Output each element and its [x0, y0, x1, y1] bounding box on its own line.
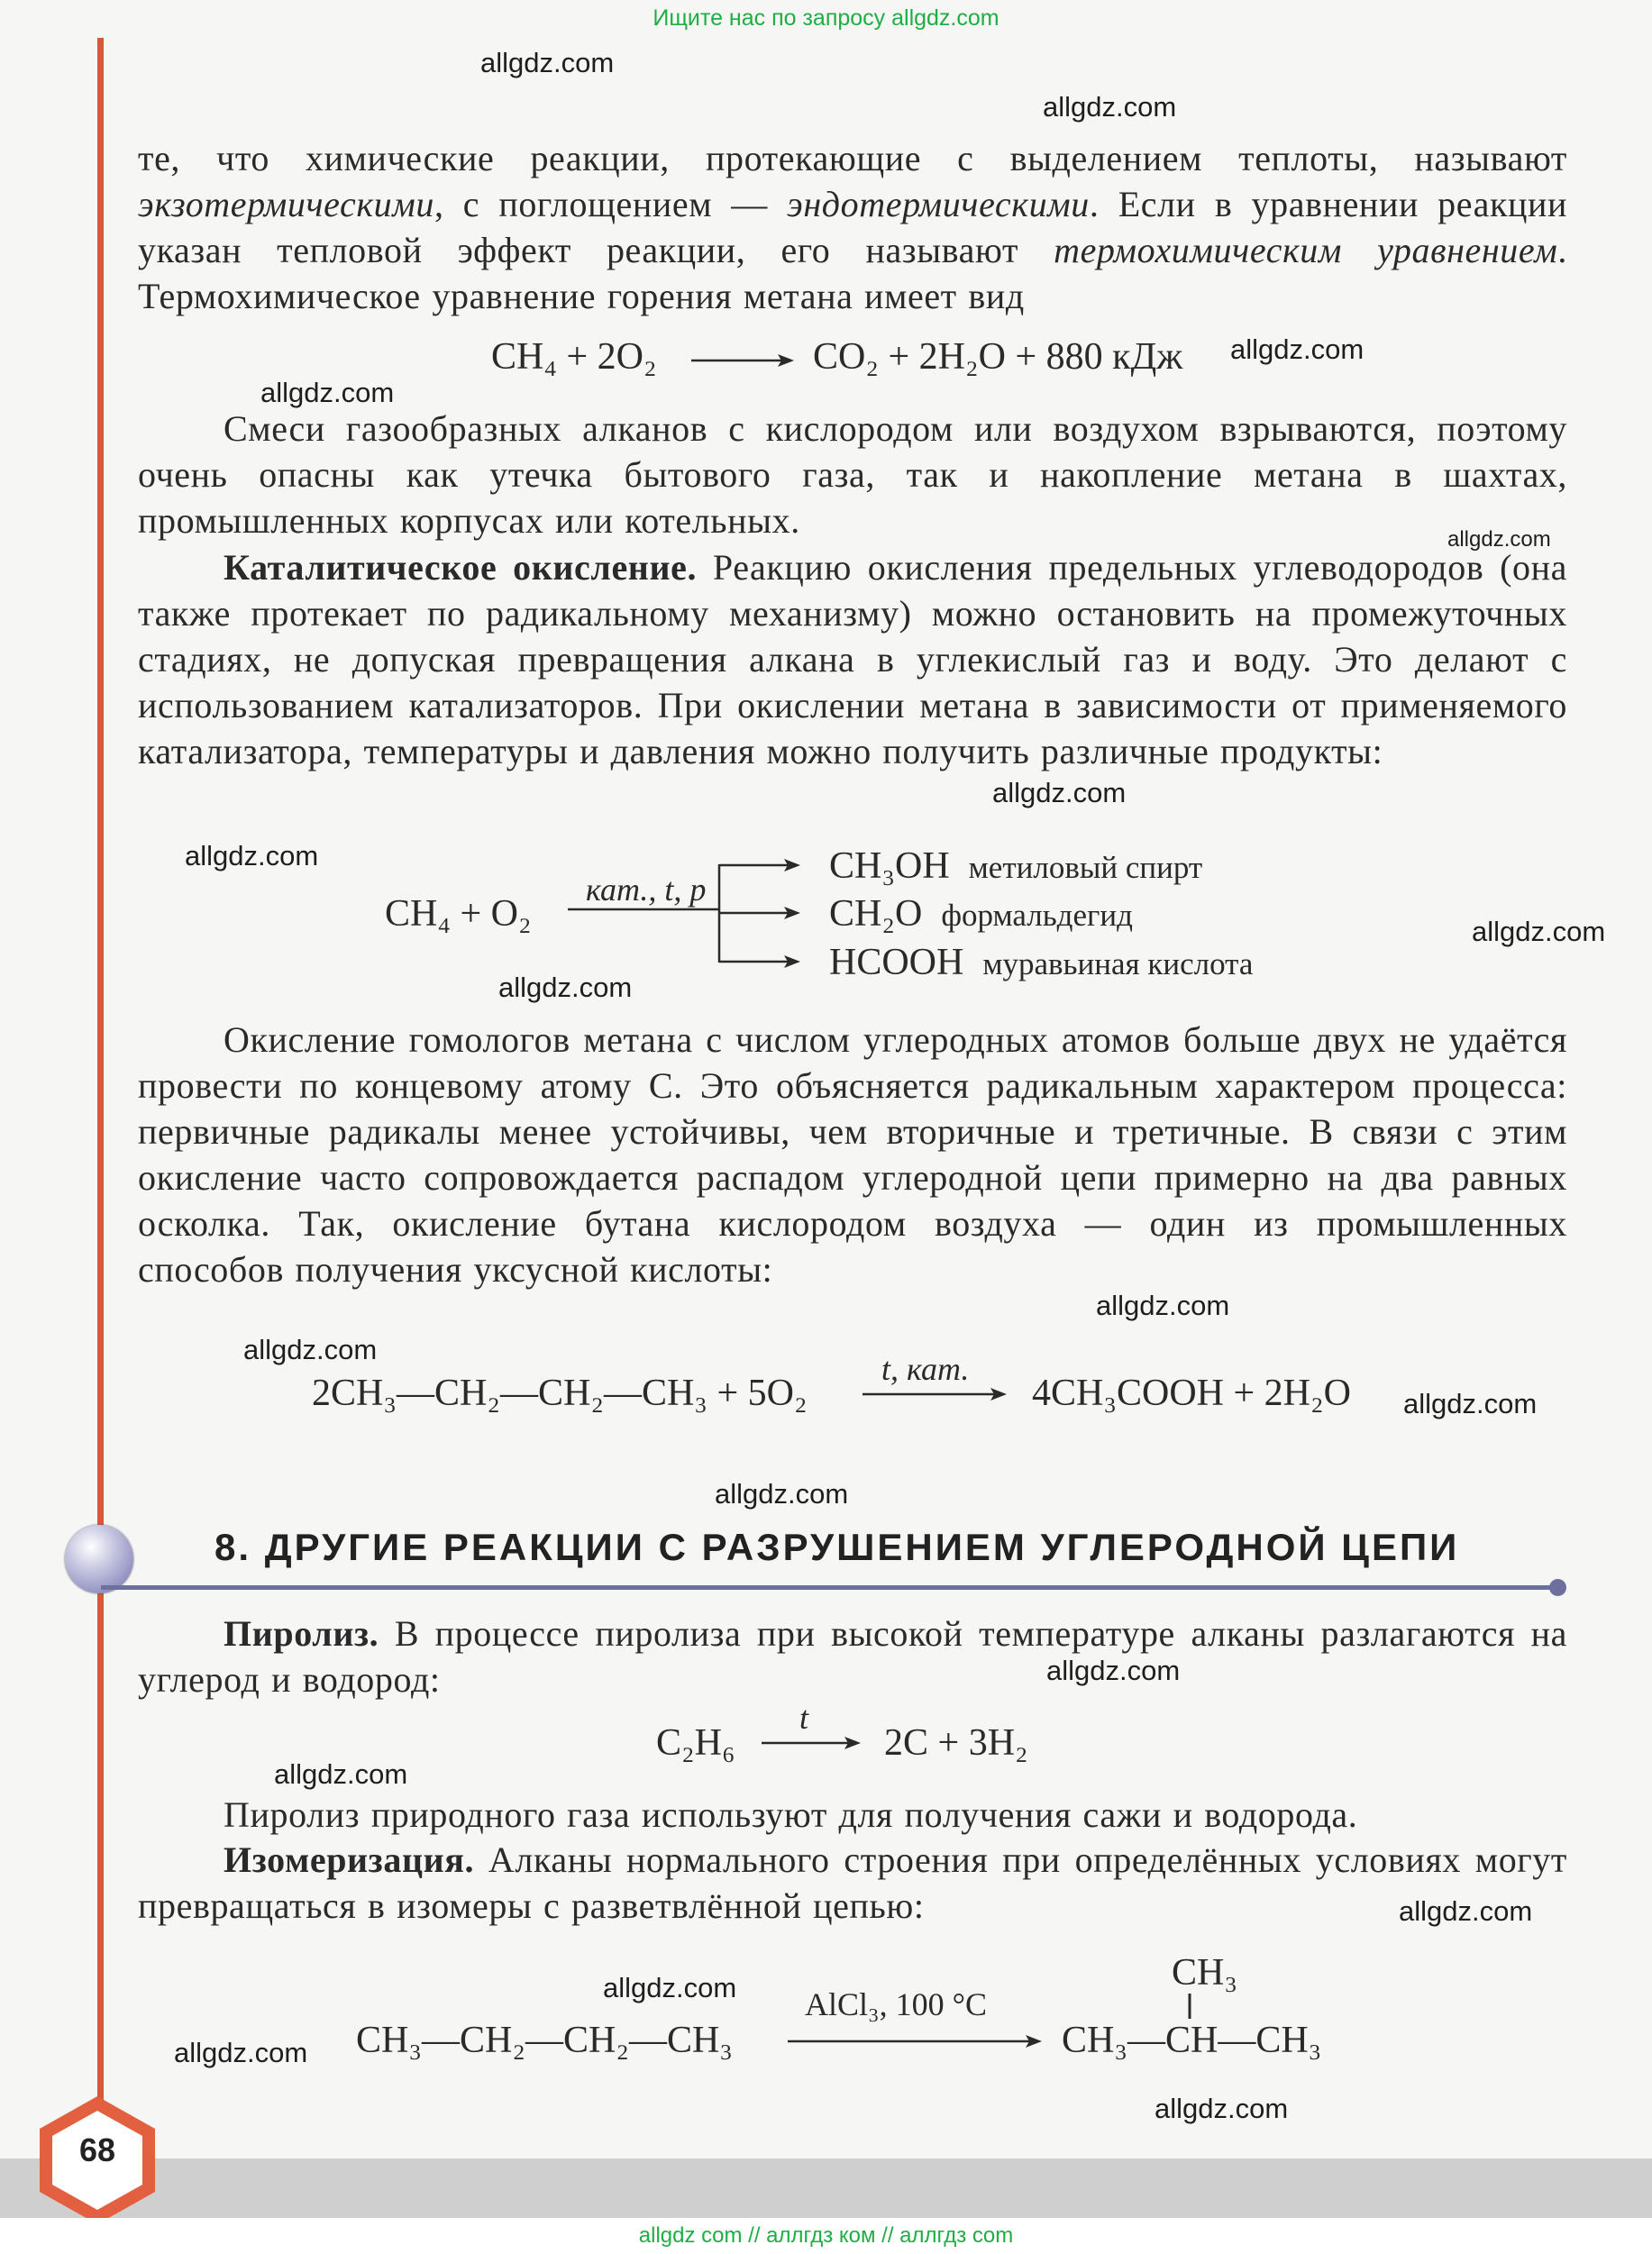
equation-butane-oxidation-right: 4CH₃COOH + 2H₂O: [1032, 1373, 1351, 1414]
watermark: allgdz.com: [480, 47, 615, 78]
watermark: allgdz.com: [1403, 1388, 1538, 1419]
equation-ethane-pyrolysis-right: 2C + 3H₂: [884, 1722, 1028, 1764]
product-formula: HCOOH: [829, 942, 964, 983]
branched-arrow: [566, 852, 818, 987]
text: Реакцию окисления предельных углеводородов (она также протекает по радикальному механизму) можно остановить на промежуточных стадиях, не допуская превращения алкана в углекислый газ и воду. Это делают с использованием катализаторов. При окислении метана в зависимости от применяемого катализатора, температуры и давления можно получить различные продукты:: [138, 547, 1567, 771]
text: Алканы нормального строения при определённых условиях могут превращаться в изомеры с разветвлённой цепью:: [138, 1839, 1567, 1926]
page-number: 68: [78, 2131, 116, 2168]
text: В процессе пиролиза при высокой температуре алканы разлагаются на углерод и водород:: [138, 1613, 1567, 1700]
reaction-condition: кат., t, p: [586, 871, 707, 908]
equation-butane-oxidation-left: 2CH₃—CH₂—CH₂—CH₃ + 5O₂: [312, 1373, 808, 1414]
paragraph-pyrolysis-use: Пиролиз природного газа используют для получения сажи и водорода.: [224, 1794, 1358, 1835]
paragraph-explosions: Смеси газообразных алканов с кислородом или воздухом взрываются, поэтому очень опасны как утечка бытового газа, так и накопление метана в шахтах, промышленных корпусах или котельных.: [138, 408, 1567, 541]
product-methanol: [829, 844, 1202, 888]
product-formula: CH₂O: [829, 893, 923, 935]
watermark: allgdz.com: [243, 1334, 378, 1365]
term-thermochemical-equation: термохимическим уравнением: [1054, 230, 1558, 270]
reaction-condition: AlCl₃, 100 °C: [805, 1986, 987, 2022]
watermark: allgdz.com: [185, 840, 319, 871]
term-endothermic: эндотермическими: [787, 184, 1090, 224]
branch-bond: [1186, 1992, 1195, 2022]
text: . Если в уравнении реакции указан тепловой эффект реакции, его называют: [138, 184, 1567, 270]
product-name: метиловый спирт: [968, 850, 1203, 885]
section-ball-icon: [65, 1525, 133, 1593]
watermark: allgdz.com: [1447, 527, 1551, 552]
watermark: allgdz.com: [1046, 1655, 1181, 1686]
margin-red-line: [97, 38, 104, 2138]
section-heading: 8. ДРУГИЕ РЕАКЦИИ С РАЗРУШЕНИЕМ УГЛЕРОДНОЙ ЦЕПИ: [214, 1526, 1460, 1568]
text: , с поглощением —: [434, 184, 788, 224]
equation-isomerization-right: CH₃—CH—CH₃: [1062, 2020, 1322, 2061]
watermark: allgdz.com: [174, 2037, 308, 2068]
reaction-condition: t, кат.: [881, 1351, 970, 1387]
term-exothermic: экзотермическими: [138, 184, 434, 224]
reaction-arrow: [861, 1374, 1014, 1410]
equation-methane-oxidation-left: CH₄ + O₂: [385, 893, 532, 935]
watermark: allgdz.com: [1155, 2093, 1289, 2124]
equation-methane-combustion-right: CO₂ + 2H₂O + 880 кДж: [813, 336, 1183, 378]
paragraph-thermochemistry: [138, 135, 1567, 319]
watermark: allgdz.com: [260, 377, 395, 408]
watermark: allgdz.com: [1472, 916, 1606, 947]
paragraph-isomerization: [138, 1837, 1567, 1929]
equation-isomerization-left: CH₃—CH₂—CH₂—CH₃: [356, 2020, 733, 2061]
watermark: allgdz.com: [1096, 1290, 1230, 1321]
watermark: allgdz.com: [1399, 1895, 1533, 1927]
text: те, что химические реакции, протекающие с выделением теплоты, называют: [138, 138, 1567, 178]
watermark: allgdz.com: [603, 1972, 737, 2003]
page-bottom-strip: [0, 2158, 1652, 2222]
watermark: allgdz.com: [498, 972, 633, 1003]
watermark: allgdz.com: [274, 1758, 408, 1790]
product-name: муравьиная кислота: [982, 946, 1254, 981]
watermark: allgdz.com: [1043, 91, 1177, 123]
paragraph-homologs-oxidation: Окисление гомологов метана с числом углеродных атомов больше двух не удаётся провести по концевому атому С. Это объясняется радикальным характером процесса: первичные радикалы менее устойчивы, чем вторичные и третичные. В связи с этим окисление часто сопровождается распадом углеродной цепи примерно на два равных осколка. Так, окисление бутана кислородом воздуха — один из промышленных способов получения уксусной кислоты:: [138, 1019, 1567, 1290]
equation-methane-combustion-left: CH₄ + 2O₂: [491, 336, 657, 378]
watermark: allgdz.com: [1230, 333, 1364, 365]
equation-ethane-pyrolysis-left: C₂H₆: [656, 1722, 735, 1764]
paragraph-title: Изомеризация.: [224, 1839, 475, 1880]
section-rule-dot: [1549, 1579, 1566, 1596]
top-search-note: Ищите нас по запросу allgdz.com: [653, 5, 999, 31]
section-rule: [101, 1585, 1556, 1590]
watermark: allgdz.com: [715, 1478, 849, 1510]
product-formic-acid: [829, 941, 1253, 984]
reaction-condition: t: [799, 1700, 809, 1736]
footer-links: allgdz com // аллгдз ком // аллгдз com: [0, 2218, 1652, 2254]
reaction-arrow: [760, 1723, 868, 1759]
paragraph-title: Каталитическое окисление.: [224, 547, 698, 588]
branch-methyl-group: CH₃: [1172, 1952, 1237, 1994]
reaction-arrow: [786, 2021, 1047, 2058]
paragraph-pyrolysis: [138, 1611, 1567, 1702]
text: . Термохимическое уравнение горения метана имеет вид: [138, 230, 1568, 316]
product-name: формальдегид: [941, 898, 1133, 933]
paragraph-title: Пиролиз.: [224, 1613, 379, 1654]
product-formula: CH₃OH: [829, 845, 950, 887]
reaction-arrow: [689, 341, 798, 377]
watermark: allgdz.com: [992, 777, 1127, 808]
paragraph-catalytic-oxidation: [138, 544, 1567, 774]
product-formaldehyde: [829, 892, 1133, 935]
